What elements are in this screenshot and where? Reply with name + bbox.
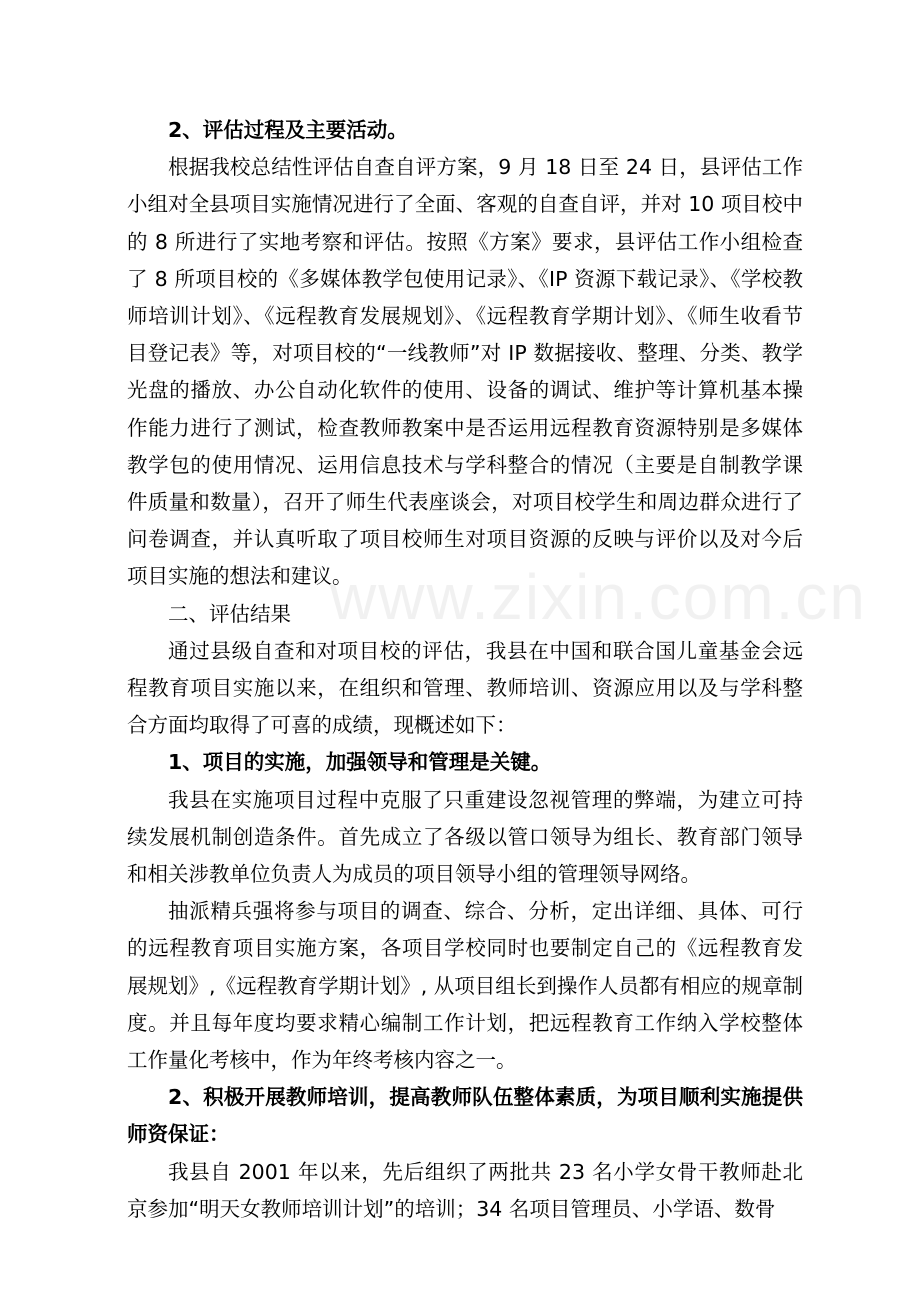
heading-evaluation-process: 2、评估过程及主要活动。 bbox=[168, 118, 408, 142]
watermark: www.zixin.com.cn bbox=[330, 561, 867, 633]
paragraph-training-details: 我县自 2001 年以来，先后组织了两批共 23 名小学女骨干教师赴北京参加“明天女教师培训计划”的培训；34 名项目管理员、小学语、数骨 bbox=[127, 1159, 803, 1221]
heading-evaluation-results: 二、评估结果 bbox=[168, 601, 291, 626]
paragraph-implementation-plan: 抽派精兵强将参与项目的调查、综合、分析，定出详细、具体、可行的远程教育项目实施方案，各项目学校同时也要制定自己的《远程教育发展规划》,《远程教育学期计划》, 从项目组长到操作人员都有相应的规章制度。并且每年度均要求精心编制工作计划，把远程教育工作纳入学校整体工作量化考核中，作为年终考核内容之一。 bbox=[127, 899, 803, 1073]
heading-project-leadership: 1、项目的实施，加强领导和管理是关键。 bbox=[168, 750, 552, 775]
paragraph-evaluation-activities: 根据我校总结性评估自查自评方案，9 月 18 日至 24 日，县评估工作小组对全县项目实施情况进行了全面、客观的自查自评，并对 10 项目校中的 8 所进行了实地考察和评估。按照《方案》要求，县评估工作小组检查了 8 所项目校的《多媒体教学包使用记录》、《IP 资源下载记录》、《学校教师培训计划》、《远程教育发展规划》、《远程教育学期计划》、《师生收看节目登记表》等，对项目校的“一线教师”对 IP 数据接收、整理、分类、教学光盘的播放、办公自动化软件的使用、设备的调试、维护等计算机基本操作能力进行了测试，检查教师教案中是否运用远程教育资源特别是多媒体教学包的使用情况、运用信息技术与学科整合的情况（主要是自制教学课件质量和数量），召开了师生代表座谈会，对项目校学生和周边群众进行了问卷调查，并认真听取了项目校师生对项目资源的反映与评价以及对今后项目实施的想法和建议。 bbox=[127, 155, 803, 589]
paragraph-management-network: 我县在实施项目过程中克服了只重建设忽视管理的弊端，为建立可持续发展机制创造条件。首先成立了各级以管口领导为组长、教育部门领导和相关涉教单位负责人为成员的项目领导小组的管理领导网络。 bbox=[127, 787, 803, 887]
heading-teacher-training: 2、积极开展教师培训，提高教师队伍整体素质，为项目顺利实施提供师资保证： bbox=[127, 1085, 803, 1147]
paragraph-results-overview: 通过县级自查和对项目校的评估，我县在中国和联合国儿童基金会远程教育项目实施以来，在组织和管理、教师培训、资源应用以及与学科整合方面均取得了可喜的成绩，现概述如下： bbox=[127, 638, 803, 738]
document-body bbox=[127, 112, 803, 1228]
